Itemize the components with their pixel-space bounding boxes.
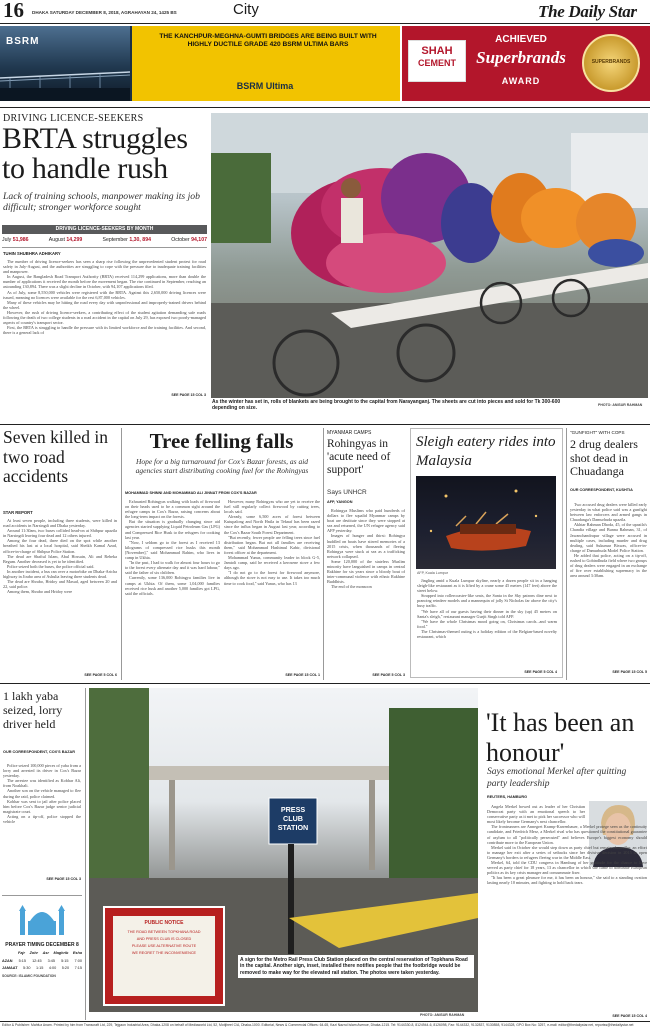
paragraph: In another incident, a bus ran over a motorbike on Dhaka-Aricha highway in Jirabo area of Ashulia leaving three students dead. <box>3 568 117 580</box>
prayer-title: PRAYER TIMING DECEMBER 8 <box>5 942 79 948</box>
prayer-col: Esha <box>72 951 82 955</box>
prayer-time: 7:00 <box>74 959 82 963</box>
paragraph: Angela Merkel bowed out as leader of her Christian Democrat party with an emotional speech to her conservative party as it met to pick her successor who will most likely become Germany's next chancellor. <box>487 804 585 825</box>
brta-kicker: DRIVING LICENCE-SEEKERS <box>3 113 144 124</box>
notice-line: THE ROAD BETWEEN TOPKHANA ROAD <box>127 930 201 934</box>
mosque-icon <box>14 901 70 937</box>
paper-name: The Daily Star <box>538 2 637 21</box>
prayer-col: Asr <box>42 951 49 955</box>
rohingyas-body <box>327 508 405 672</box>
prayer-time: 5:30 <box>23 966 31 970</box>
brta-headline: BRTA struggles to handle rush <box>2 122 188 185</box>
paragraph: But the situation is gradually changing since aid agencies started supplying Liquid Petroleum Gas (LPG) and Compressed Rice Husk to the refugees for cooking last year. <box>125 519 220 540</box>
brta-byline: TUHIN SHUBHRA ADHIKARY <box>3 251 61 256</box>
tree-felling-deck: Hope for a big turnaround for Cox's Bazar forests, as aid agencies start distributing cooking fuel for the Rohingyas <box>135 457 309 475</box>
sleigh-photo-credit: AFP, Kuala Lumpur <box>417 571 448 575</box>
drug-dealers-headline: 2 drug dealers shot dead in Chuadanga <box>570 437 638 478</box>
masthead <box>0 0 650 22</box>
prayer-time: 5:15 <box>18 959 26 963</box>
paragraph: The Christmas-themed outing is a holiday edition of the Belgian-based novelty restaurant, which <box>417 628 557 640</box>
bsrm-logo: BSRM <box>6 36 40 47</box>
seven-killed-body <box>3 518 117 670</box>
paragraph: Some 120,000 of the stateless Muslim minority have languished in camps in central Rakhine for six years since a bloody bout of inter-communal violence with ethnic Rakhine Buddhists. <box>327 558 405 585</box>
row2-rule <box>0 424 650 425</box>
prayer-time: 12:45 <box>32 959 42 963</box>
mosque-icon-drawing <box>14 901 70 937</box>
prayer-row-label: JAMAAT <box>2 966 18 970</box>
paragraph: The frontrunners are Annegret Kramp-Karrenbauer, a Merkel protege seen as the continuity candidate, and Friedrich Merz, a Merkel rival who has questioned the constitutional guarantee of asylum to all "politically persecuted" and believes Europe's biggest economy should contribute more to the European Union. <box>487 824 647 845</box>
stat-value: 14,299 <box>66 237 83 243</box>
paragraph: Jingling amid a Kuala Lumpur skyline, nearly a dozen people sit in a hanging sleigh-like restaurant as it is lifted by a crane some 45 metres (147 feet) above the street below. <box>417 578 557 594</box>
paragraph: Two accused drug dealers were killed early yesterday in what police said was a gunfight between law enforcers and armed gangs in Chuadanga's Damurhuda upazila. <box>570 502 647 523</box>
blankets-scene <box>211 113 648 398</box>
footer-rule <box>0 1021 650 1022</box>
paragraph: The end of the monsoon <box>331 584 372 590</box>
paragraph: Merkel, 64, told the CDU congress in Hamburg of her gratitude for the chance to have served as party chief for 18 years, 13 as chancellor in which she came to dominate European politics as its key crisis manager and consummate fixer. <box>487 860 647 876</box>
col-divider <box>85 688 86 1020</box>
seal-text: SUPERBRANDS <box>591 59 631 65</box>
brta-see-page[interactable]: SEE PAGE 15 COL 3 <box>171 393 206 397</box>
stat-item <box>2 236 29 245</box>
paragraph: Merkel said in October she would step down as party chief but remain chancellor, an effort to manage her exit after a series of setbacks since her divisive decision in 2015 to open Germany's borders to refugees fleeing war in the Middle East. <box>487 844 647 860</box>
stat-value: 94,107 <box>191 237 207 243</box>
rohingyas-deck: Says UNHCR <box>327 489 367 496</box>
notice-title: PUBLIC NOTICE <box>144 920 184 926</box>
drug-dealers-kicker: "GUNFIGHT" WITH COPS <box>570 430 625 435</box>
yaba-see-page[interactable]: SEE PAGE 15 COL 3 <box>46 877 81 881</box>
stat-month: September <box>102 237 128 243</box>
paragraph: "We have all of our guests having their dinner in the sky (up) 45 metres on Santa's sleigh," restaurant manager Gurjit Singh told AFP. <box>417 608 557 619</box>
brta-deck: Lack of training schools, manpower making its job difficult; stronger workforce sought <box>3 191 200 213</box>
paragraph: Strapped into rollercoaster-like seats, the Santa in the Sky patrons dine next to prancing reindeer models and a mannequin of jolly St Nicholas far above the city's busy traffic. <box>417 593 557 609</box>
prayer-row-azan <box>2 959 82 963</box>
paragraph: Another son on the vehicle managed to flee during the raid, police claimed. <box>3 788 81 799</box>
paragraph: Police seized both the buses, the police official said. <box>7 563 95 569</box>
press-club-sign: PRESS CLUB STATION <box>277 805 309 832</box>
prayer-time: 5:15 <box>61 959 69 963</box>
blankets-photo-credit: PHOTO: ANISUR RAHMAN <box>598 403 643 407</box>
sleigh-scene <box>416 476 556 569</box>
press-club-caption: A sign for the Metro Rail Press Club Station placed on the central reservation of Topkhana Road in the capital. Another sign, inset, installed there notifies people that the footbridge would be removed to make way for the elevated rail station. The photos were taken yesterday. <box>238 955 474 978</box>
prayer-time: 3:45 <box>47 959 56 963</box>
prayer-time: 5:20 <box>61 966 70 970</box>
paragraph: Among the four dead, three died on the spot while another breathed his last at a local hospital, said Sheikh Kamal Azad, officer-in-charge of Shibpur Police Station. <box>3 538 117 554</box>
superbrands-seal <box>582 34 640 92</box>
paragraph: First, the BRTA is struggling to handle the pressure with its limited workforce and the training facilities. And second, there is a general lack of <box>3 325 206 336</box>
page-number: 16 <box>3 0 24 22</box>
paragraph: The arrestee was identified as Kobhar Ali, from Noakhali. <box>3 778 81 789</box>
stat-month: August <box>48 237 65 243</box>
stat-month: July <box>2 237 12 243</box>
seven-killed-see-page[interactable]: SEE PAGE 5 COL 6 <box>84 673 117 677</box>
section-name: City <box>233 1 259 18</box>
shah-name: SHAH <box>421 45 453 57</box>
paragraph: Already, some 6,500 acres of forest between Kutupalong and North Hnila in Teknaf has been razed since the influx began in August last year, according to the Cox's Bazar South Forest Department. <box>224 514 320 535</box>
ad-shah-cement[interactable] <box>402 26 650 101</box>
paragraph: At least seven people, including three students, were killed in road accidents in Narsingdi and Dhaka yesterday. <box>3 518 117 529</box>
paragraph: "We have the whole Christmas mood going on, Christmas carols...and warm food." <box>417 618 557 629</box>
rohingyas-byline: AFP, YANGON <box>327 500 353 504</box>
prayer-col: Fajr <box>18 951 25 955</box>
notice-line: AND PRESS CLUB IS CLOSED <box>136 937 192 941</box>
paragraph: The dead are Shafiul Islam, Abul Hossain, Ali and Rebeka Begum. Another deceased is yet to be identified. <box>3 553 117 564</box>
paragraph: Exhausted Rohingyas walking with loads of firewood on their heads used to be a common sight around the refugee camps in Cox's Bazar, raising concerns about the long-term impact on the forests. <box>125 499 220 520</box>
shah-cement-label: CEMENT <box>418 58 456 68</box>
yaba-byline: OUR CORRESPONDENT, COX'S BAZAR <box>3 750 75 754</box>
stat-value: 51,986 <box>12 237 29 243</box>
paragraph: As of July, some 8,550,000 vehicles were registered with the BRTA. Against this 2,650,000 driving licences were issued, meaning no licences were available for the rest 6,87,000 vehicles. <box>3 289 206 300</box>
prayer-col: Zohr <box>29 951 38 955</box>
drug-dealers-byline: OUR CORRESPONDENT, KUSHTIA <box>570 488 633 492</box>
paragraph: He added that police, acting on a tip-off, rushed to Gobindhuda field where two groups of drug dealers were engaged in an exchange of fire over establishing supremacy in the area around 3:30am. <box>570 552 647 579</box>
blankets-photo <box>211 113 648 398</box>
tree-felling-col2 <box>224 499 320 671</box>
superbrands-title: Superbrands <box>476 48 566 67</box>
sleigh-photo <box>416 476 556 569</box>
paragraph: Among them, Shrabo and Hridoy were <box>7 589 73 595</box>
prayer-source: SOURCE: ISLAMIC FOUNDATION <box>2 974 56 978</box>
ad-bsrm[interactable] <box>0 26 400 101</box>
tree-felling-see-page[interactable]: SEE PAGE 15 COL 1 <box>285 673 320 677</box>
tree-felling-headline: Tree felling falls <box>149 429 294 453</box>
paragraph: The number of driving licence-seekers has seen a sharp rise following the unprecedented student protest for road safety in July-August, and the authorities are struggling to cope with the pressure due to inadequate training facilities and manpower. <box>3 259 206 275</box>
prayer-row-label: AZAN <box>2 959 13 963</box>
paragraph: The dead are Shrabo, Hridoy and Masud, aged between 20 and 22, said police. <box>3 579 117 590</box>
paragraph: Rohingya Muslims who paid hundreds of dollars to flee squalid Myanmar camps by boat are destitute since they were stopped at sea and returned, the UN refugee agency said AFP yesterday. <box>327 508 405 534</box>
prayer-time: 4:00 <box>48 966 57 970</box>
superbrands-achieved: ACHIEVED <box>495 34 547 45</box>
paragraph: Police seized 100,000 pieces of yaba from a lorry and arrested its driver in Cox's Bazar yesterday. <box>3 763 81 779</box>
drug-dealers-body <box>570 502 647 670</box>
paragraph: Currently, some 136,000 Rohingya families live in camps at Ukhia. Of them, some 1,04,000 families received rice husk and another 5,000 families got LPG, said the officials. <box>125 575 220 596</box>
col-divider <box>323 428 324 680</box>
paragraph: Acting on a tip-off, police stopped the vehicle <box>3 813 81 825</box>
notice-line: WE REGRET THE INCONVENIENCE <box>131 951 197 955</box>
stat-item <box>171 236 207 245</box>
prayer-header <box>18 951 82 955</box>
stats-rule <box>2 247 207 248</box>
notice-line: PLEASE USE ALTERNATIVE ROUTE <box>131 944 197 948</box>
stat-month: October <box>171 237 190 243</box>
stat-value: 1,30, 894 <box>129 237 151 243</box>
honour-body <box>487 804 647 1014</box>
paragraph: "Now, I seldom go to the forest as I received 13 kilograms of compressed rice husks this month [November]," said Mohammad Rahim, who lives in camp in Ukhia. <box>125 539 220 561</box>
paragraph: Around 11:30am, two buses collided head-on at Shibpur upazila in Narsingdi leaving four dead and 12 others injured. <box>3 528 117 539</box>
masthead-rule <box>0 23 650 24</box>
col-divider <box>121 428 122 680</box>
paragraph: "In the past, I had to walk for almost four hours to go to the forest every alternate day and it was hard labour," said the father of six children. <box>125 560 220 576</box>
rohingyas-headline: Rohingyas in 'acute need of support' <box>327 438 391 476</box>
paragraph: However, many Rohingyas who are yet to receive the fuel still regularly collect firewood by cutting trees, locals said. <box>224 499 320 515</box>
paragraph: Akhtar Rahman Dhoda, 45, of the upazila's Chandia village and Bunna Rahman, 31, of Jawanchandrapur village were accused in multiple cases, including murder and drug dealing, said Sukumar Biswas, officer-in-charge of Damurhuda Model Police Station. <box>570 522 647 553</box>
seven-killed-byline: STAR REPORT <box>3 510 33 515</box>
notice-inset <box>103 906 225 1006</box>
honour-byline: REUTERS, HAMBURG <box>487 795 528 799</box>
rohingyas-kicker: MYANMAR CAMPS <box>327 430 372 436</box>
paragraph: However, the rush of driving licence-seekers, a contributing effect of the student agitation demanding safe roads following the death of two college students in a road accident in the capital on July 29, has exposed two poorly-managed aspects of country's transport sector. <box>3 309 206 326</box>
paragraph: Many of these vehicles may be hitting the road every day with unprofessional and improperly-trained drivers behind the wheel. <box>3 299 206 310</box>
seven-killed-headline: Seven killed in two road accidents <box>3 427 108 486</box>
rohingyas-see-page[interactable]: SEE PAGE 5 COL 3 <box>372 673 405 677</box>
bridge-image <box>0 26 130 101</box>
sleigh-body <box>417 578 557 670</box>
blankets-caption: As the winter has set in, rolls of blankets are being brought to the capital from Narayanganj. The sheets are cut into pieces and sold for Tk 300-600 depending on size. <box>212 399 561 412</box>
tree-felling-col1 <box>125 499 220 671</box>
sleigh-see-page[interactable]: SEE PAGE 5 COL 4 <box>524 670 557 674</box>
stat-item <box>102 236 150 245</box>
honour-deck: Says emotional Merkel after quitting party leadership <box>487 767 627 789</box>
dateline: DHAKA SATURDAY DECEMBER 8, 2018, AGRAHAYAN 24, 1425 BS <box>32 10 177 15</box>
sleigh-headline: Sleigh eatery rides into Malaysia <box>416 434 556 469</box>
paragraph: Images of hunger and thirst: Rohingya huddled on boats have stirred memories of a 2015 crisis, when thousands of fleeing Rohingya were stuck at sea as a trafficking network collapsed. <box>327 533 405 559</box>
bsrm-brand: BSRM Ultima <box>236 81 294 91</box>
tree-felling-byline: MOHAMMAD SHINNI AND MOHAMMAD ALI JINNAT FROM COX'S BAZAR <box>125 491 257 495</box>
footer-imprint: Editor & Publisher: Mahfuz Anam. Printed by him from Transcraft Ltd, 229, Tejgaon Industrial Area, Dhaka-1208 on behalf of Mediaworld Ltd, 52, Motijheel C/A, Dhaka-1000. Editorial, News & Commercial Offices: 64-65, Kazi Nazrul Islam Avenue, Dhaka-1215. Tel: 9144330-8, 8124944-6, 8126098, Fax: 9144332, 9132837, 9130858, 9144328, GPO Box No: 3257, e-mail: editor@thedailystar.net, reportss@thedailystar.net <box>2 1023 634 1027</box>
notice-board <box>113 916 215 996</box>
paragraph: "It has been a great pleasure for me, it has been an honour," she said to a standing ovation lasting nearly 10 minutes, and fighting to hold back tears. <box>487 875 647 886</box>
stats-bar-title: DRIVING LICENCE-SEEKERS BY MONTH <box>2 225 207 234</box>
prayer-row-jamaat <box>2 966 82 970</box>
stat-item <box>49 236 82 245</box>
prayer-time: 1:15 <box>35 966 44 970</box>
yaba-body <box>3 763 81 873</box>
honour-headline: 'It has been an honour' <box>486 708 635 767</box>
brta-body <box>3 259 206 392</box>
yaba-headline: 1 lakh yaba seized, lorry driver held <box>3 689 63 731</box>
paragraph: Kobhar was sent to jail after police placed him before Cox's Bazar judge senior judicial magistrate court. <box>3 798 81 814</box>
bsrm-headline: THE KANCHPUR-MEGHNA-GUMTI BRIDGES ARE BEING BUILT WITH HIGHLY DUCTILE GRADE 420 BSRM ULTIMA BARS <box>159 33 377 49</box>
paragraph: "But recently, fewer people are felling trees since fuel distribution began. But not all families are receiving them," said Mohammad Hashimul Kabir, divisional forest officer at the department. <box>224 534 320 555</box>
prayer-col: Maghrib <box>53 951 69 955</box>
paragraph: "I do not go to the forest for firewood anymore, although the stove is not easy to use. It takes too much time to cook food," said Yunus, who has 13 <box>224 570 320 586</box>
prayer-time: 7:15 <box>74 966 82 970</box>
prayer-box <box>2 895 82 1015</box>
superbrands-award: AWARD <box>501 76 541 86</box>
row3-rule <box>0 683 650 684</box>
drug-dealers-see-page[interactable]: SEE PAGE 15 COL 5 <box>612 670 647 674</box>
press-club-photo-credit: PHOTO: ANISUR RAHMAN <box>420 1013 465 1017</box>
ads-rule <box>0 107 650 108</box>
paragraph: In August, the Bangladesh Road Transport Authority (BRTA) received 114,299 applications, more than double the number of applications it received the month before the movement began. The rise continued in September, reaching an astounding 130,894. There was a slight decline in October, with 94,107 applications filed. <box>3 274 206 290</box>
col-divider <box>566 428 567 680</box>
stats-row <box>2 236 207 245</box>
honour-see-page[interactable]: SEE PAGE 15 COL 4 <box>612 1014 647 1018</box>
paragraph: Mohammad Yunus, community leader in block G-5, Jamtoli camp, said he received a kerosene stove a few days ago. <box>224 555 320 571</box>
